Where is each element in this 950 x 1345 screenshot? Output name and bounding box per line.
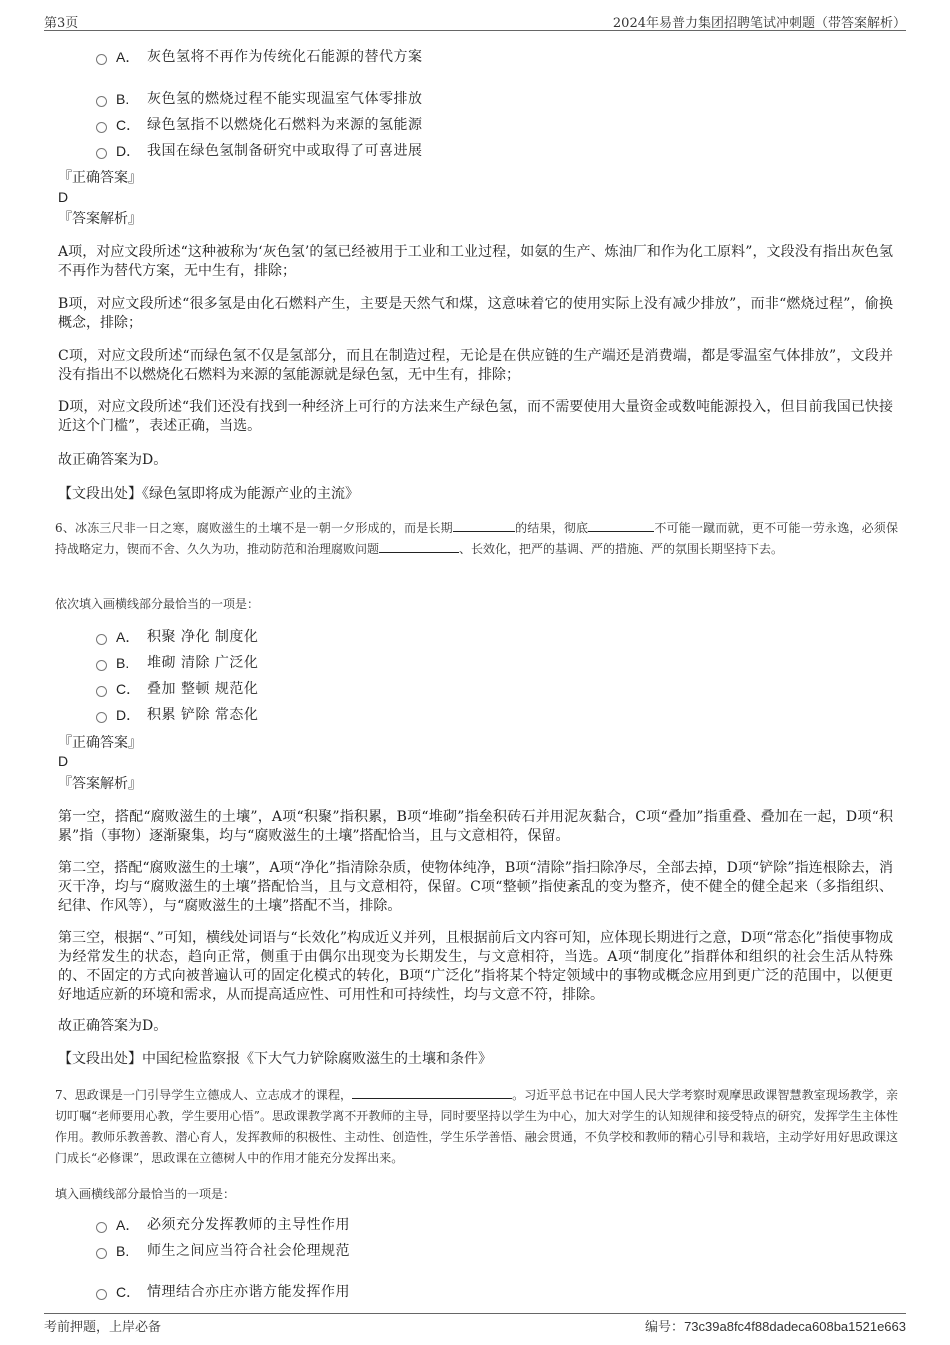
page-footer <box>44 1313 906 1336</box>
page-number: 第3页 <box>44 16 79 31</box>
question-prompt: 填入画横线部分最恰当的一项是： <box>55 1187 236 1201</box>
fill-blank <box>453 519 515 532</box>
radio-icon[interactable] <box>96 634 107 645</box>
radio-icon[interactable] <box>96 1289 107 1300</box>
q7-option-a[interactable]: A． 必须充分发挥教师的主导性作用 <box>96 1216 350 1234</box>
page-header <box>44 8 906 31</box>
analysis-paragraph: D项，对应文段所述“我们还没有找到一种经济上可行的方法来生产绿色氢，而不需要使用大量资金或数吨能源投入，但目前我国已快接近这个门槛”，表述正确，当选。 <box>58 399 893 434</box>
radio-icon[interactable] <box>96 122 107 133</box>
radio-icon[interactable] <box>96 1248 107 1259</box>
q6-option-a[interactable]: A． 积聚 净化 制度化 <box>96 628 258 646</box>
analysis-conclusion: 故正确答案为D。 <box>58 1018 168 1034</box>
radio-icon[interactable] <box>96 660 107 671</box>
radio-icon[interactable] <box>96 54 107 65</box>
q5-option-d[interactable]: D． 我国在绿色氢制备研究中或取得了可喜进展 <box>96 142 423 160</box>
source-citation: 【文段出处】中国纪检监察报《下大气力铲除腐败滋生的土壤和条件》 <box>58 1051 492 1067</box>
fill-blank <box>588 519 654 532</box>
question-prompt: 依次填入画横线部分最恰当的一项是： <box>55 597 260 611</box>
q6-option-d[interactable]: D． 积累 铲除 常态化 <box>96 706 258 724</box>
radio-icon[interactable] <box>96 712 107 723</box>
correct-answer: D <box>58 753 69 769</box>
radio-icon[interactable] <box>96 686 107 697</box>
q7-option-b[interactable]: B. 师生之间应当符合社会伦理规范 <box>96 1242 350 1260</box>
q5-option-a[interactable]: A． 灰色氢将不再作为传统化石能源的替代方案 <box>96 48 423 66</box>
radio-icon[interactable] <box>96 96 107 107</box>
analysis-paragraph: 第一空，搭配“腐败滋生的土壤”，A项“积聚”指积累，B项“堆砌”指垒积砖石并用泥灰黏合，C项“叠加”指重叠、叠加在一起，D项“积累”指（事物）逐渐聚集，均与“腐败滋生的土壤”搭配恰当，且与文意相符，保留。 <box>58 809 893 844</box>
radio-icon[interactable] <box>96 1222 107 1233</box>
radio-icon[interactable] <box>96 148 107 159</box>
fill-blank <box>352 1086 512 1099</box>
footer-slogan: 考前押题，上岸必备 <box>44 1320 162 1335</box>
question-stem: 7、思政课是一门引导学生立德成人、立志成才的课程， 。习近平总书记在中国人民大学考察时观摩思政课智慧教室现场教学，亲切叮嘱“老师要用心教，学生要用心悟”。思政课教学离不开教师的主导，同时要坚持以学生为中心，加大对学生的认知规律和接受特点的研究，发挥学生主体性作用。教师乐教善教、潜心育人，发挥教师的积极性、主动性、创造性，学生乐学善悟、融会贯通，不负学校和教师的精心引导和栽培，主动学好用好思政课这门成长“必修课”，思政课在立德树人中的作用才能充分发挥出来。 <box>55 1088 898 1165</box>
answer-label: 『正确答案』 <box>58 170 142 186</box>
analysis-paragraph: C项，对应文段所述“而绿色氢不仅是氢部分，而且在制造过程，无论是在供应链的生产端还是消费端，都是零温室气体排放”，文段并没有指出不以燃烧化石燃料为来源的氢能源就是绿色氢，无中生有，排除； <box>58 348 893 383</box>
analysis-paragraph: 第三空，根据“、”可知，横线处词语与“长效化”构成近义并列，且根据前后文内容可知，应体现长期进行之意，D项“常态化”指使事物成为经常发生的状态，趋向正常，侧重于由偶尔出现变为长期发生，与文意相符，当选。A项“制度化”指群体和组织的社会生活从特殊的、不固定的方式向被普遍认可的固定化模式的转化，B项“广泛化”指将某个特定领域中的事物或概念应用到更广泛的范围中，以便更好地适应新的环境和需求，从而提高适应性、可用性和可持续性，均与文意不符，排除。 <box>58 930 893 1003</box>
analysis-label: 『答案解析』 <box>58 211 142 227</box>
q5-option-c[interactable]: C． 绿色氢指不以燃烧化石燃料为来源的氢能源 <box>96 116 423 134</box>
analysis-paragraph: B项，对应文段所述“很多氢是由化石燃料产生，主要是天然气和煤，这意味着它的使用实际上没有减少排放”，而非“燃烧过程”，偷换概念，排除； <box>58 296 893 331</box>
analysis-paragraph: 第二空，搭配“腐败滋生的土壤”，A项“净化”指清除杂质，使物体纯净，B项“清除”指扫除净尽，全部去掉，D项“铲除”指连根除去，消灭干净，均与“腐败滋生的土壤”搭配恰当，且与文意相符，保留。C项“整顿”指使紊乱的变为整齐，使不健全的健全起来（多指组织、纪律、作风等），与“腐败滋生的土壤”搭配不当，排除。 <box>58 860 893 914</box>
analysis-paragraph: A项，对应文段所述“这种被称为‘灰色氢’的氢已经被用于工业和工业过程，如氨的生产、炼油厂和作为化工原料”，文段没有指出灰色氢不再作为替代方案，无中生有，排除； <box>58 244 893 279</box>
correct-answer: D <box>58 189 69 205</box>
question-stem: 6、冰冻三尺非一日之寒，腐败滋生的土壤不是一朝一夕形成的，而是长期 的结果，彻底 不可能一蹴而就，更不可能一劳永逸，必须保持战略定力，锲而不舍、久久为功，推动防范和治理腐败问题 、长效化，把严的基调、严的措施、严的氛围长期坚持下去。 <box>55 521 898 556</box>
source-citation: 【文段出处】《绿色氢即将成为能源产业的主流》 <box>58 486 359 502</box>
document-title: 2024年易普力集团招聘笔试冲刺题（带答案解析） <box>612 16 906 31</box>
q6-option-b[interactable]: B. 堆砌 清除 广泛化 <box>96 654 258 672</box>
fill-blank <box>379 540 459 553</box>
q7-option-c[interactable]: C． 情理结合亦庄亦谐方能发挥作用 <box>96 1283 350 1301</box>
analysis-conclusion: 故正确答案为D。 <box>58 452 168 468</box>
q6-option-c[interactable]: C． 叠加 整顿 规范化 <box>96 680 258 698</box>
q5-option-b[interactable]: B. 灰色氢的燃烧过程不能实现温室气体零排放 <box>96 90 423 108</box>
document-code: 编号：73c39a8fc4f88dadeca608ba1521e663 <box>645 1319 906 1335</box>
analysis-label: 『答案解析』 <box>58 776 142 792</box>
answer-label: 『正确答案』 <box>58 735 142 751</box>
